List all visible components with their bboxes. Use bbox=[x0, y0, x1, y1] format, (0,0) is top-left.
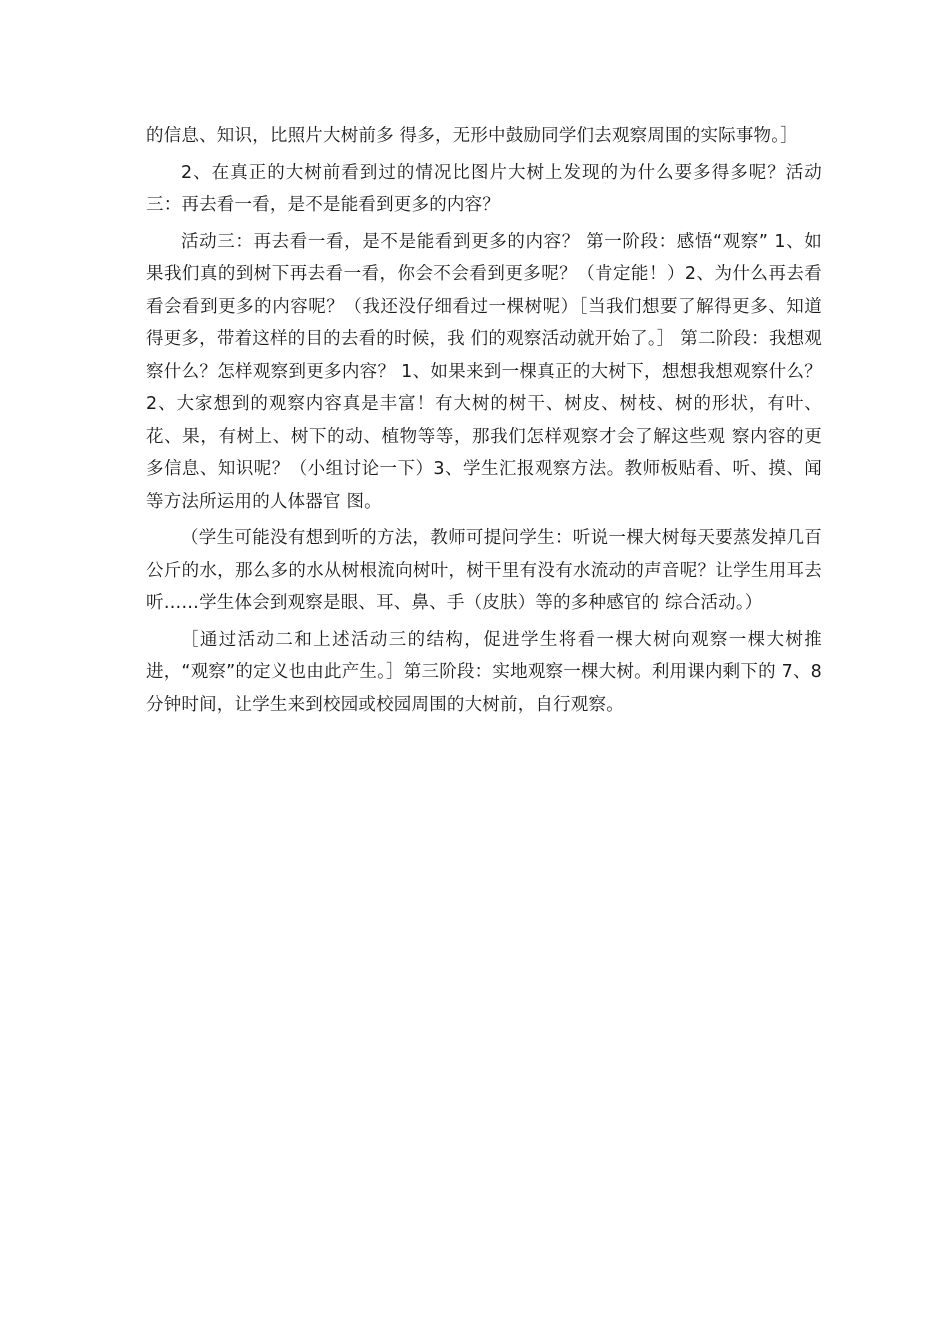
paragraph-1: 的信息、知识，比照片大树前多 得多，无形中鼓励同学们去观察周围的实际事物。］ bbox=[146, 126, 798, 146]
paragraph-4: （学生可能没有想到听的方法，教师可提问学生：听说一棵大树每天要蒸发掉几百公斤的水，那么多的水从树根流向树叶，树干里有没有水流动的声音呢？让学生用耳去听……学生体会到观察是眼、耳、鼻、手（皮肤）等的多种感官的 综合活动。） bbox=[146, 528, 822, 613]
paragraph-2: 2、在真正的大树前看到过的情况比图片大树上发现的为什么要多得多呢？活动三：再去看一看，是不是能看到更多的内容？ bbox=[146, 162, 822, 215]
document-body bbox=[146, 120, 822, 725]
paragraph-3: 活动三：再去看一看，是不是能看到更多的内容？ 第一阶段：感悟“观察” 1、如果我们真的到树下再去看一看，你会不会看到更多呢？（肯定能！）2、为什么再去看看会看到更多的内容呢？（我还没仔细看过一棵树呢）［当我们想要了解得更多、知道得更多，带着这样的目的去看的时候，我 们的观察活动就开始了。］ 第二阶段：我想观察什么？怎样观察到更多内容？ 1、如果来到一棵真正的大树下，想想我想观察什么？ 2、大家想到的观察内容真是丰富！有大树的树干、树皮、树枝、树的形状，有叶、花、果，有树上、树下的动、植物等等，那我们怎样观察才会了解这些观 察内容的更多信息、知识呢？（小组讨论一下）3、学生汇报观察方法。教师板贴看、听、摸、闻等方法所运用的人体器官 图。 bbox=[146, 231, 822, 512]
paragraph-5: ［通过活动二和上述活动三的结构，促进学生将看一棵大树向观察一棵大树推进，“观察”的定义也由此产生。］第三阶段：实地观察一棵大树。利用课内剩下的 7、8 分钟时间，让学生来到校园或校园周围的大树前，自行观察。 bbox=[146, 629, 822, 715]
